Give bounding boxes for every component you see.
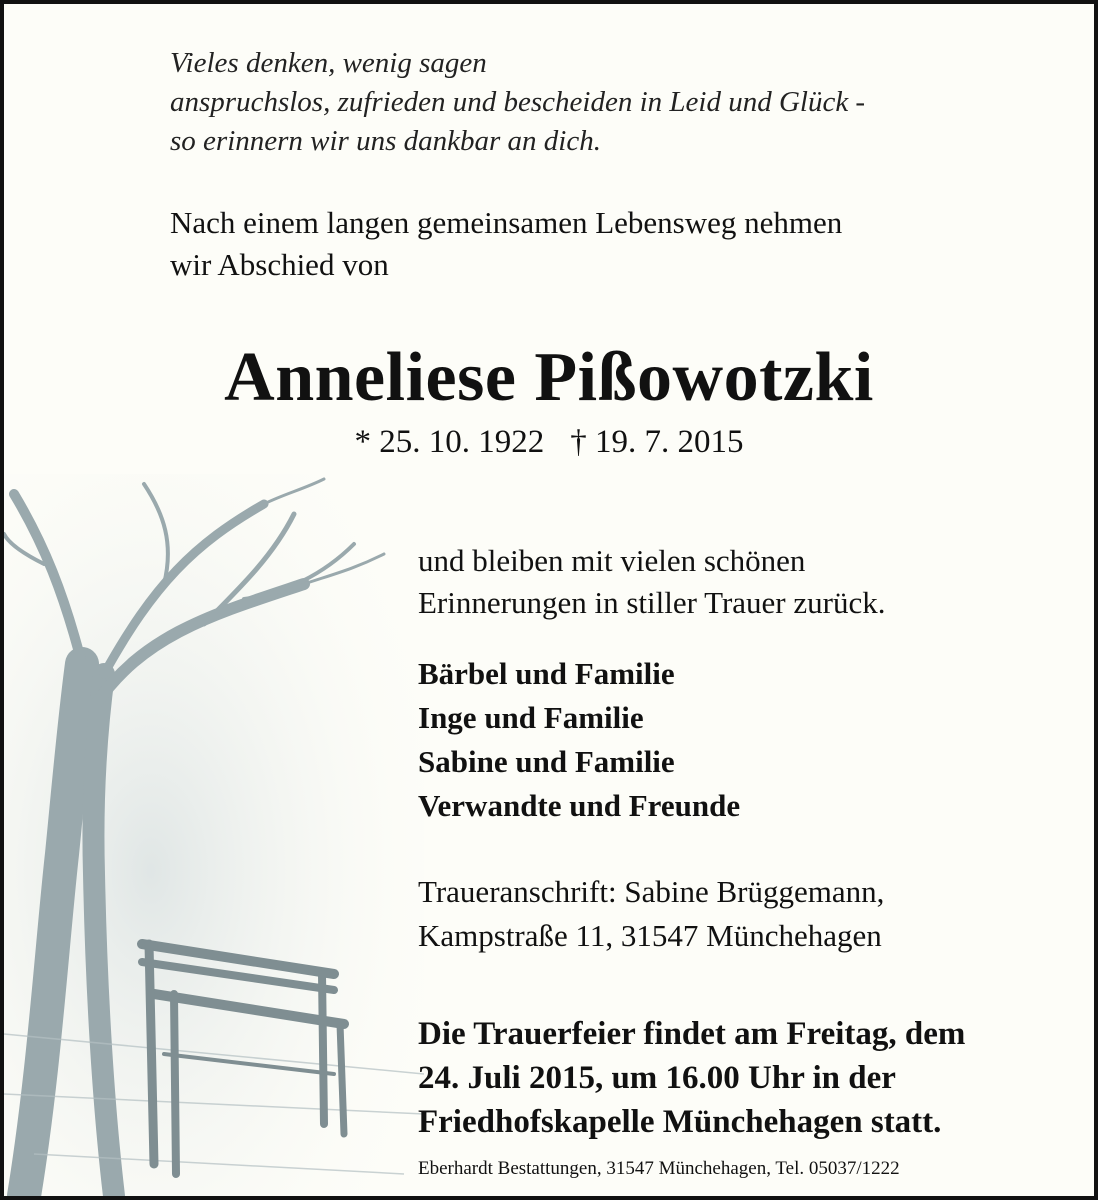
memorial-quote	[170, 44, 865, 161]
remembrance-line: und bleiben mit vielen schönen	[418, 543, 806, 578]
mourners-list	[418, 652, 740, 828]
death-date: † 19. 7. 2015	[570, 424, 744, 460]
intro-line: Nach einem langen gemeinsamen Lebensweg nehmen	[170, 205, 843, 240]
service-line: Friedhofskapelle Münchehagen statt.	[418, 1104, 942, 1140]
tree-and-bench-illustration	[4, 474, 424, 1196]
quote-line: anspruchslos, zufrieden und bescheiden in Leid und Glück -	[170, 86, 866, 118]
mourner-item: Inge und Familie	[418, 700, 644, 735]
life-dates	[4, 424, 1094, 461]
quote-line: Vieles denken, wenig sagen	[170, 47, 487, 79]
intro-line: wir Abschied von	[170, 247, 389, 282]
mourner-item: Sabine und Familie	[418, 744, 675, 779]
service-line: 24. Juli 2015, um 16.00 Uhr in der	[418, 1060, 896, 1096]
farewell-intro	[170, 202, 842, 286]
quote-line: so erinnern wir uns dankbar an dich.	[170, 125, 601, 157]
funeral-service-info	[418, 1012, 965, 1144]
remembrance-text	[418, 540, 885, 624]
mourning-address	[418, 870, 884, 958]
deceased-name: Anneliese Pißowotzki	[224, 339, 874, 416]
mourner-item: Bärbel und Familie	[418, 656, 675, 691]
birth-date: * 25. 10. 1922	[354, 424, 545, 460]
remembrance-line: Erinnerungen in stiller Trauer zurück.	[418, 585, 886, 620]
mourner-item: Verwandte und Freunde	[418, 788, 741, 823]
service-line: Die Trauerfeier findet am Freitag, dem	[418, 1016, 966, 1052]
funeral-home-footer: Eberhardt Bestattungen, 31547 Münchehagen, Tel. 05037/1222	[418, 1158, 900, 1179]
address-line: Kampstraße 11, 31547 Münchehagen	[418, 918, 882, 953]
address-line: Traueranschrift: Sabine Brüggemann,	[418, 874, 885, 909]
